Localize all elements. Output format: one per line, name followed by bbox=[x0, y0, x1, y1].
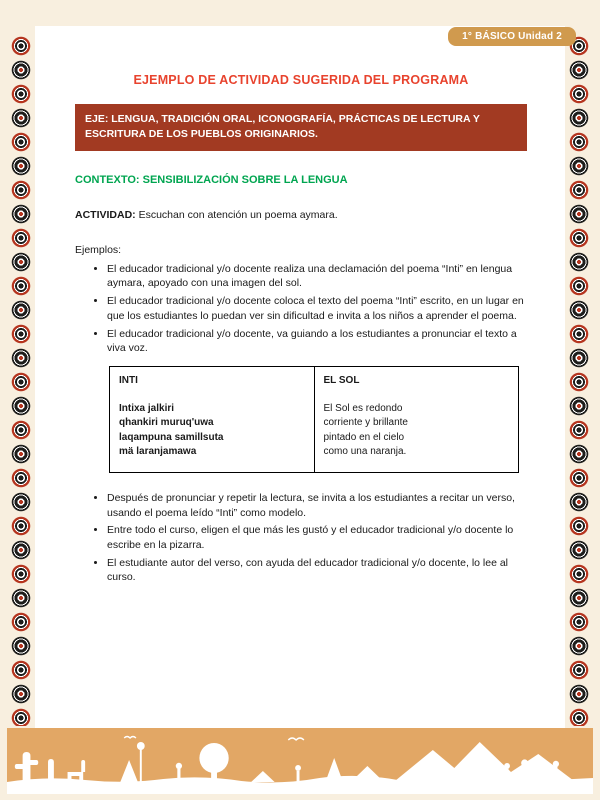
contexto-heading: CONTEXTO: SENSIBILIZACIÓN SOBRE LA LENGUA bbox=[75, 174, 348, 186]
unit-badge: 1° BÁSICO Unidad 2 bbox=[448, 27, 576, 46]
ejemplos-label: Ejemplos: bbox=[75, 244, 122, 257]
examples-list-top bbox=[75, 262, 527, 356]
poem-line: qhankiri muruq'uwa bbox=[119, 417, 214, 429]
poem-column-spanish bbox=[315, 367, 519, 472]
page-title: EJEMPLO DE ACTIVIDAD SUGERIDA DEL PROGRAMA bbox=[133, 73, 469, 87]
landscape-silhouette-icon bbox=[7, 728, 593, 794]
list-item: • Después de pronunciar y repetir la lectura, se invita a los estudiantes a recitar un verso, usando el poema leído “Inti” como modelo. bbox=[107, 491, 527, 520]
list-item: • El educador tradicional y/o docente realiza una declamación del poema “Inti” en lengua aymara, apoyado con una imagen del sol. bbox=[107, 262, 527, 291]
examples-list-bottom bbox=[75, 491, 527, 585]
poem-line: como una naranja. bbox=[323, 446, 407, 458]
poem-table bbox=[109, 366, 519, 473]
list-item: • El estudiante autor del verso, con ayuda del educador tradicional y/o docente, lo lee al curso. bbox=[107, 556, 527, 585]
poem-line: pintado en el cielo bbox=[323, 431, 405, 443]
left-border-ornament-icon bbox=[9, 34, 33, 726]
right-border-ornament-icon bbox=[567, 34, 591, 726]
actividad-text: Escuchan con atención un poema aymara. bbox=[135, 209, 338, 222]
poem-line: mä laranjamawa bbox=[119, 446, 197, 458]
poem-line: corriente y brillante bbox=[323, 417, 408, 429]
column-header: EL SOL bbox=[323, 374, 360, 386]
poem-column-aymara bbox=[110, 367, 315, 472]
list-item: • Entre todo el curso, eligen el que más les gustó y el educador tradicional y/o docente lo escribe en la pizarra. bbox=[107, 523, 527, 552]
poem-line: Intixa jalkiri bbox=[119, 402, 175, 414]
list-item: • El educador tradicional y/o docente coloca el texto del poema “Inti” escrito, en un lugar en que los estudiantes lo puedan ver sin dificultad e invita a los niños a aprender el poema. bbox=[107, 294, 527, 323]
document-content bbox=[75, 66, 527, 595]
column-header: INTI bbox=[119, 374, 138, 386]
list-item: • El educador tradicional y/o docente, va guiando a los estudiantes a pronunciar el texto a viva voz. bbox=[107, 327, 527, 356]
footer-landscape-illustration bbox=[7, 728, 593, 794]
poem-line: laqampuna samillsuta bbox=[119, 431, 224, 443]
actividad-label: ACTIVIDAD: bbox=[75, 209, 136, 222]
poem-line: El Sol es redondo bbox=[323, 402, 403, 414]
eje-banner: EJE: LENGUA, TRADICIÓN ORAL, ICONOGRAFÍA, PRÁCTICAS DE LECTURA Y ESCRITURA DE LOS PUEBLOS ORIGINARIOS. bbox=[75, 104, 527, 152]
actividad-line bbox=[75, 208, 527, 223]
